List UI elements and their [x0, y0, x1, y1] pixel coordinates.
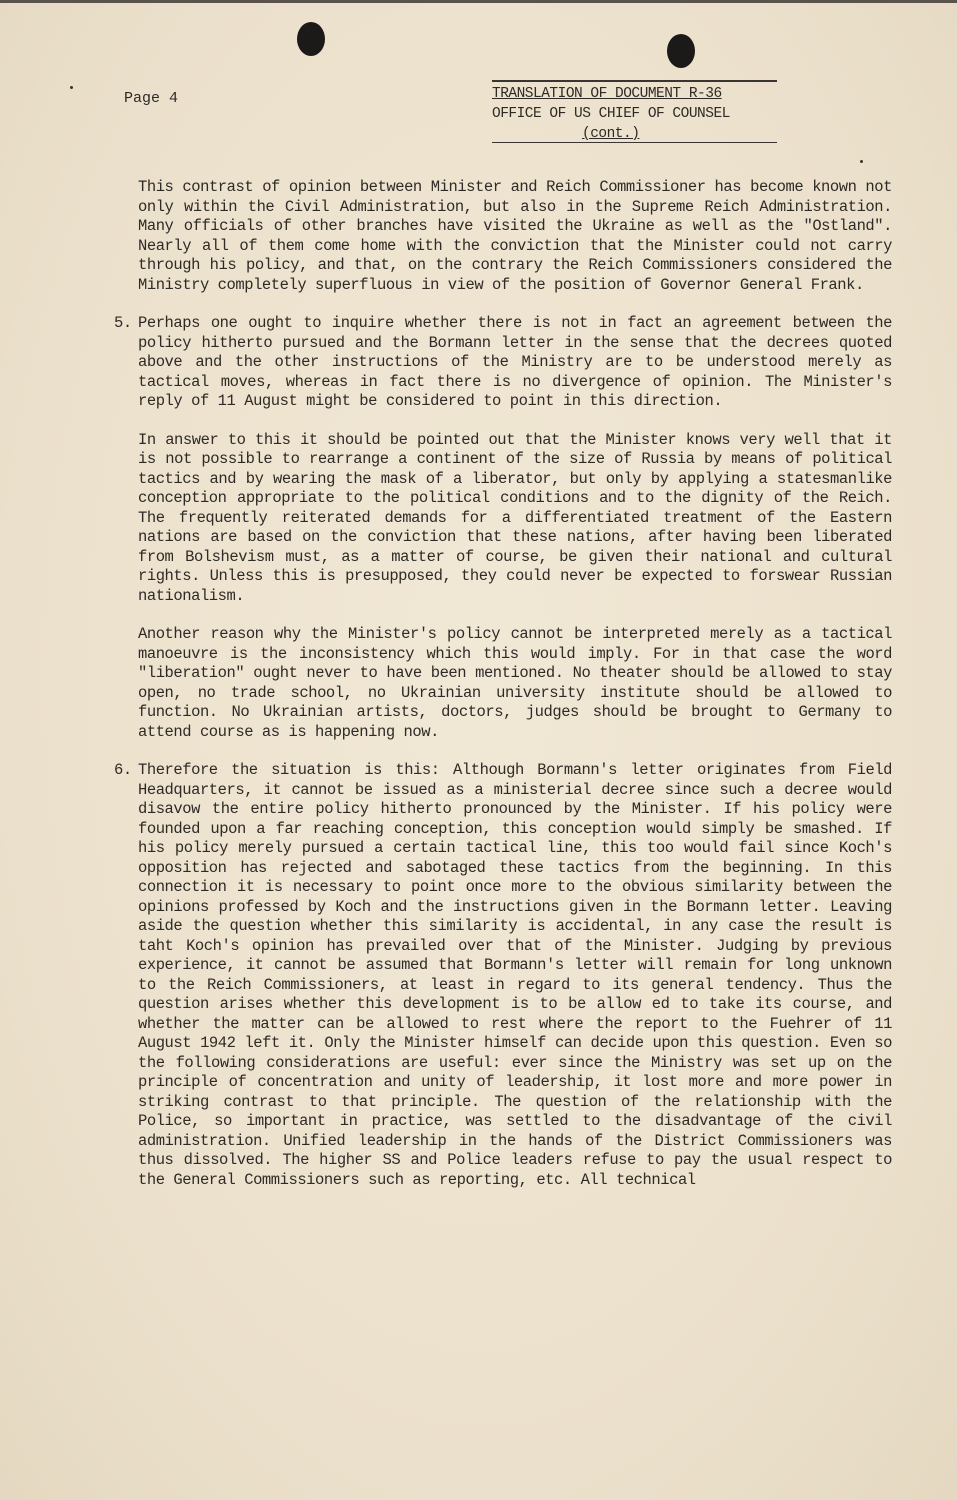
- paragraph-text: Perhaps one ought to inquire whether there is not in fact an agreement between the policy hitherto pursued and the Bormann letter in the sense that the decrees quoted above and the other instructions of the Ministry are to be understood merely as tactical moves, whereas in fact there is no divergence of opinion. The Minister's reply of 11 August might be considered to point in this direction.: [138, 314, 892, 410]
- top-edge-rule: [0, 0, 957, 3]
- header-title: TRANSLATION OF DOCUMENT R-36: [492, 86, 722, 102]
- punch-hole: [667, 34, 695, 68]
- paragraph-text: This contrast of opinion between Minister and Reich Commissioner has become known not only within the Civil Administration, but also in the Supreme Reich Administration. Many officials of other branches have visited the Ukraine as well as the "Ostland". Nearly all of them come home with the conviction that the Minister could not carry through his policy, and that, on the contrary the Reich Commissioners considered the Ministry completely superfluous in view of the position of Governor General Frank.: [138, 178, 892, 294]
- punch-hole: [297, 22, 325, 56]
- header-continued: (cont.): [582, 126, 640, 142]
- speck: [70, 86, 73, 89]
- paragraph-text: In answer to this it should be pointed out that the Minister knows very well that it is not possible to rearrange a continent of the size of Russia by means of political tactics and by wearing the mask of a liberator, but only by applying a statesmanlike conception appropriate to the political conditions and to the dignity of the Reich. The frequently reiterated demands for a differentiated treatment of the Eastern nations are based on the conviction that these nations, after having been liberated from Bolshevism must, as a matter of course, be given their national and cultural rights. Unless this is presupposed, they could never be expected to forswear Russian nationalism.: [138, 430, 892, 605]
- paragraph-text: Another reason why the Minister's policy cannot be interpreted merely as a tactical manoeuvre is the inconsistency which this would imply. For in that case the word "liberation" ought never to have been mentioned. No theater should be allowed to stay open, no trade school, no Ukrainian university institute should be allowed to function. No Ukrainian artists, doctors, judges should be brought to Germany to attend course as is happening now.: [138, 625, 892, 741]
- paragraph-number: 6.: [114, 761, 132, 779]
- header-office: OFFICE OF US CHIEF OF COUNSEL: [492, 106, 730, 122]
- document-body: [112, 178, 892, 1209]
- document-header: [492, 80, 777, 143]
- paragraph: [138, 178, 892, 295]
- paragraph: [114, 314, 892, 412]
- paragraph-text: Therefore the situation is this: Although Bormann's letter originates from Field Headquarters, it cannot be issued as a ministerial decree since such a decree would disavow the entire policy hitherto pronounced by the Minister. If his policy were founded upon a far reaching conception, this conception would simply be smashed. If his policy merely pursued a certain tactical line, this too would fail since Koch's opposition has rejected and sabotaged these tactics from the beginning. In this connection it is necessary to point once more to the obvious similarity between the opinions professed by Koch and the instructions given in the Bormann letter. Leaving aside the question whether this similarity is accidental, in any case the result is taht Koch's opinion has prevailed over that of the Minister. Judging by previous experience, it cannot be assumed that Bormann's letter will remain for long unknown to the Reich Commissioners, at least in regard to its general tendency. Thus the question arises whether this development is to be allow ed to take its course, and whether the matter can be allowed to rest where the report to the Fuehrer of 11 August 1942 left it. Only the Minister himself can decide upon this question. Even so the following considerations are useful: ever since the Ministry was set up on the principle of concentration and unity of leadership, it lost more and more power in striking contrast to that principle. The question of the relationship with the Police, so important in practice, was settled to the disadvantage of the civil administration. Unified leadership in the hands of the District Commissioners was thus dissolved. The higher SS and Police leaders refuse to pay the usual respect to the General Commissioners such as reporting, etc. All technical: [138, 761, 892, 1189]
- speck: [860, 160, 863, 163]
- paragraph-number: 5.: [114, 314, 132, 332]
- paragraph: [138, 431, 892, 607]
- paragraph: [114, 761, 892, 1190]
- header-top-rule: [492, 80, 777, 82]
- paragraph: [138, 625, 892, 742]
- page-number: Page 4: [124, 90, 179, 107]
